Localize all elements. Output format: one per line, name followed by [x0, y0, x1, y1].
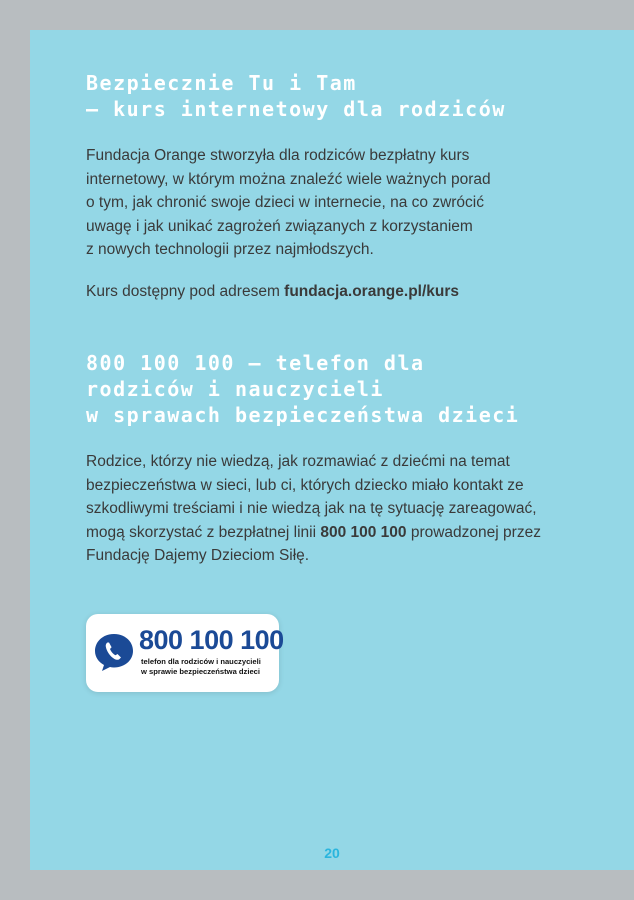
section2-body-line: Rodzice, którzy nie wiedzą, jak rozmawiać z dziećmi na temat: [86, 453, 510, 470]
helpline-number: 800 100 100: [320, 523, 407, 541]
course-address-text: Kurs dostępny pod adresem: [86, 283, 285, 300]
section2-heading-line: rodziców i nauczycieli: [86, 377, 384, 401]
logo-subtitle: [141, 657, 261, 676]
section2-heading-line: 800 100 100 – telefon dla: [86, 351, 425, 375]
section1-body: [86, 144, 556, 262]
section2-body-line: Fundację Dajemy Dzieciom Siłę.: [86, 547, 310, 564]
helpline-logo: [86, 614, 284, 692]
section2-text: mogą skorzystać z bezpłatnej linii: [86, 523, 321, 541]
section1-heading-line: – kurs internetowy dla rodziców: [86, 97, 506, 121]
section2-body-line: szkodliwymi treściami i nie wiedzą jak na tę sytuację zareagować,: [86, 500, 537, 517]
section2-body-line: bezpieczeństwa w sieci, lub ci, których dziecko miało kontakt ze: [86, 476, 524, 494]
logo-subtitle-line: w sprawie bezpieczeństwa dzieci: [141, 666, 261, 676]
page: [30, 30, 634, 870]
section1-body-line: Fundacja Orange stworzyła dla rodziców bezpłatny kurs: [86, 147, 470, 164]
page-number: 20: [324, 845, 340, 861]
section2-heading: [86, 350, 519, 428]
section2-body: [86, 450, 556, 568]
phone-speech-bubble-icon: [94, 632, 134, 672]
section1-body-line: uwagę i jak unikać zagrożeń związanych z korzystaniem: [86, 217, 473, 235]
section1-heading-line: Bezpiecznie Tu i Tam: [86, 71, 357, 95]
logo-number: 800 100 100: [139, 625, 284, 655]
course-address: [86, 280, 556, 304]
section1-heading: [86, 70, 506, 122]
section1-body-line: z nowych technologii przez najmłodszych.: [86, 241, 374, 258]
section2-text: prowadzonej przez: [406, 523, 541, 541]
section2-body-line: [86, 521, 556, 545]
section1-body-line: internetowy, w którym można znaleźć wiele ważnych porad: [86, 170, 491, 188]
logo-subtitle-line: telefon dla rodziców i nauczycieli: [141, 657, 261, 666]
course-url-link[interactable]: fundacja.orange.pl/kurs: [284, 283, 460, 300]
section1-body-line: o tym, jak chronić swoje dzieci w internecie, na co zwrócić: [86, 194, 484, 211]
section2-heading-line: w sprawach bezpieczeństwa dzieci: [86, 403, 520, 427]
